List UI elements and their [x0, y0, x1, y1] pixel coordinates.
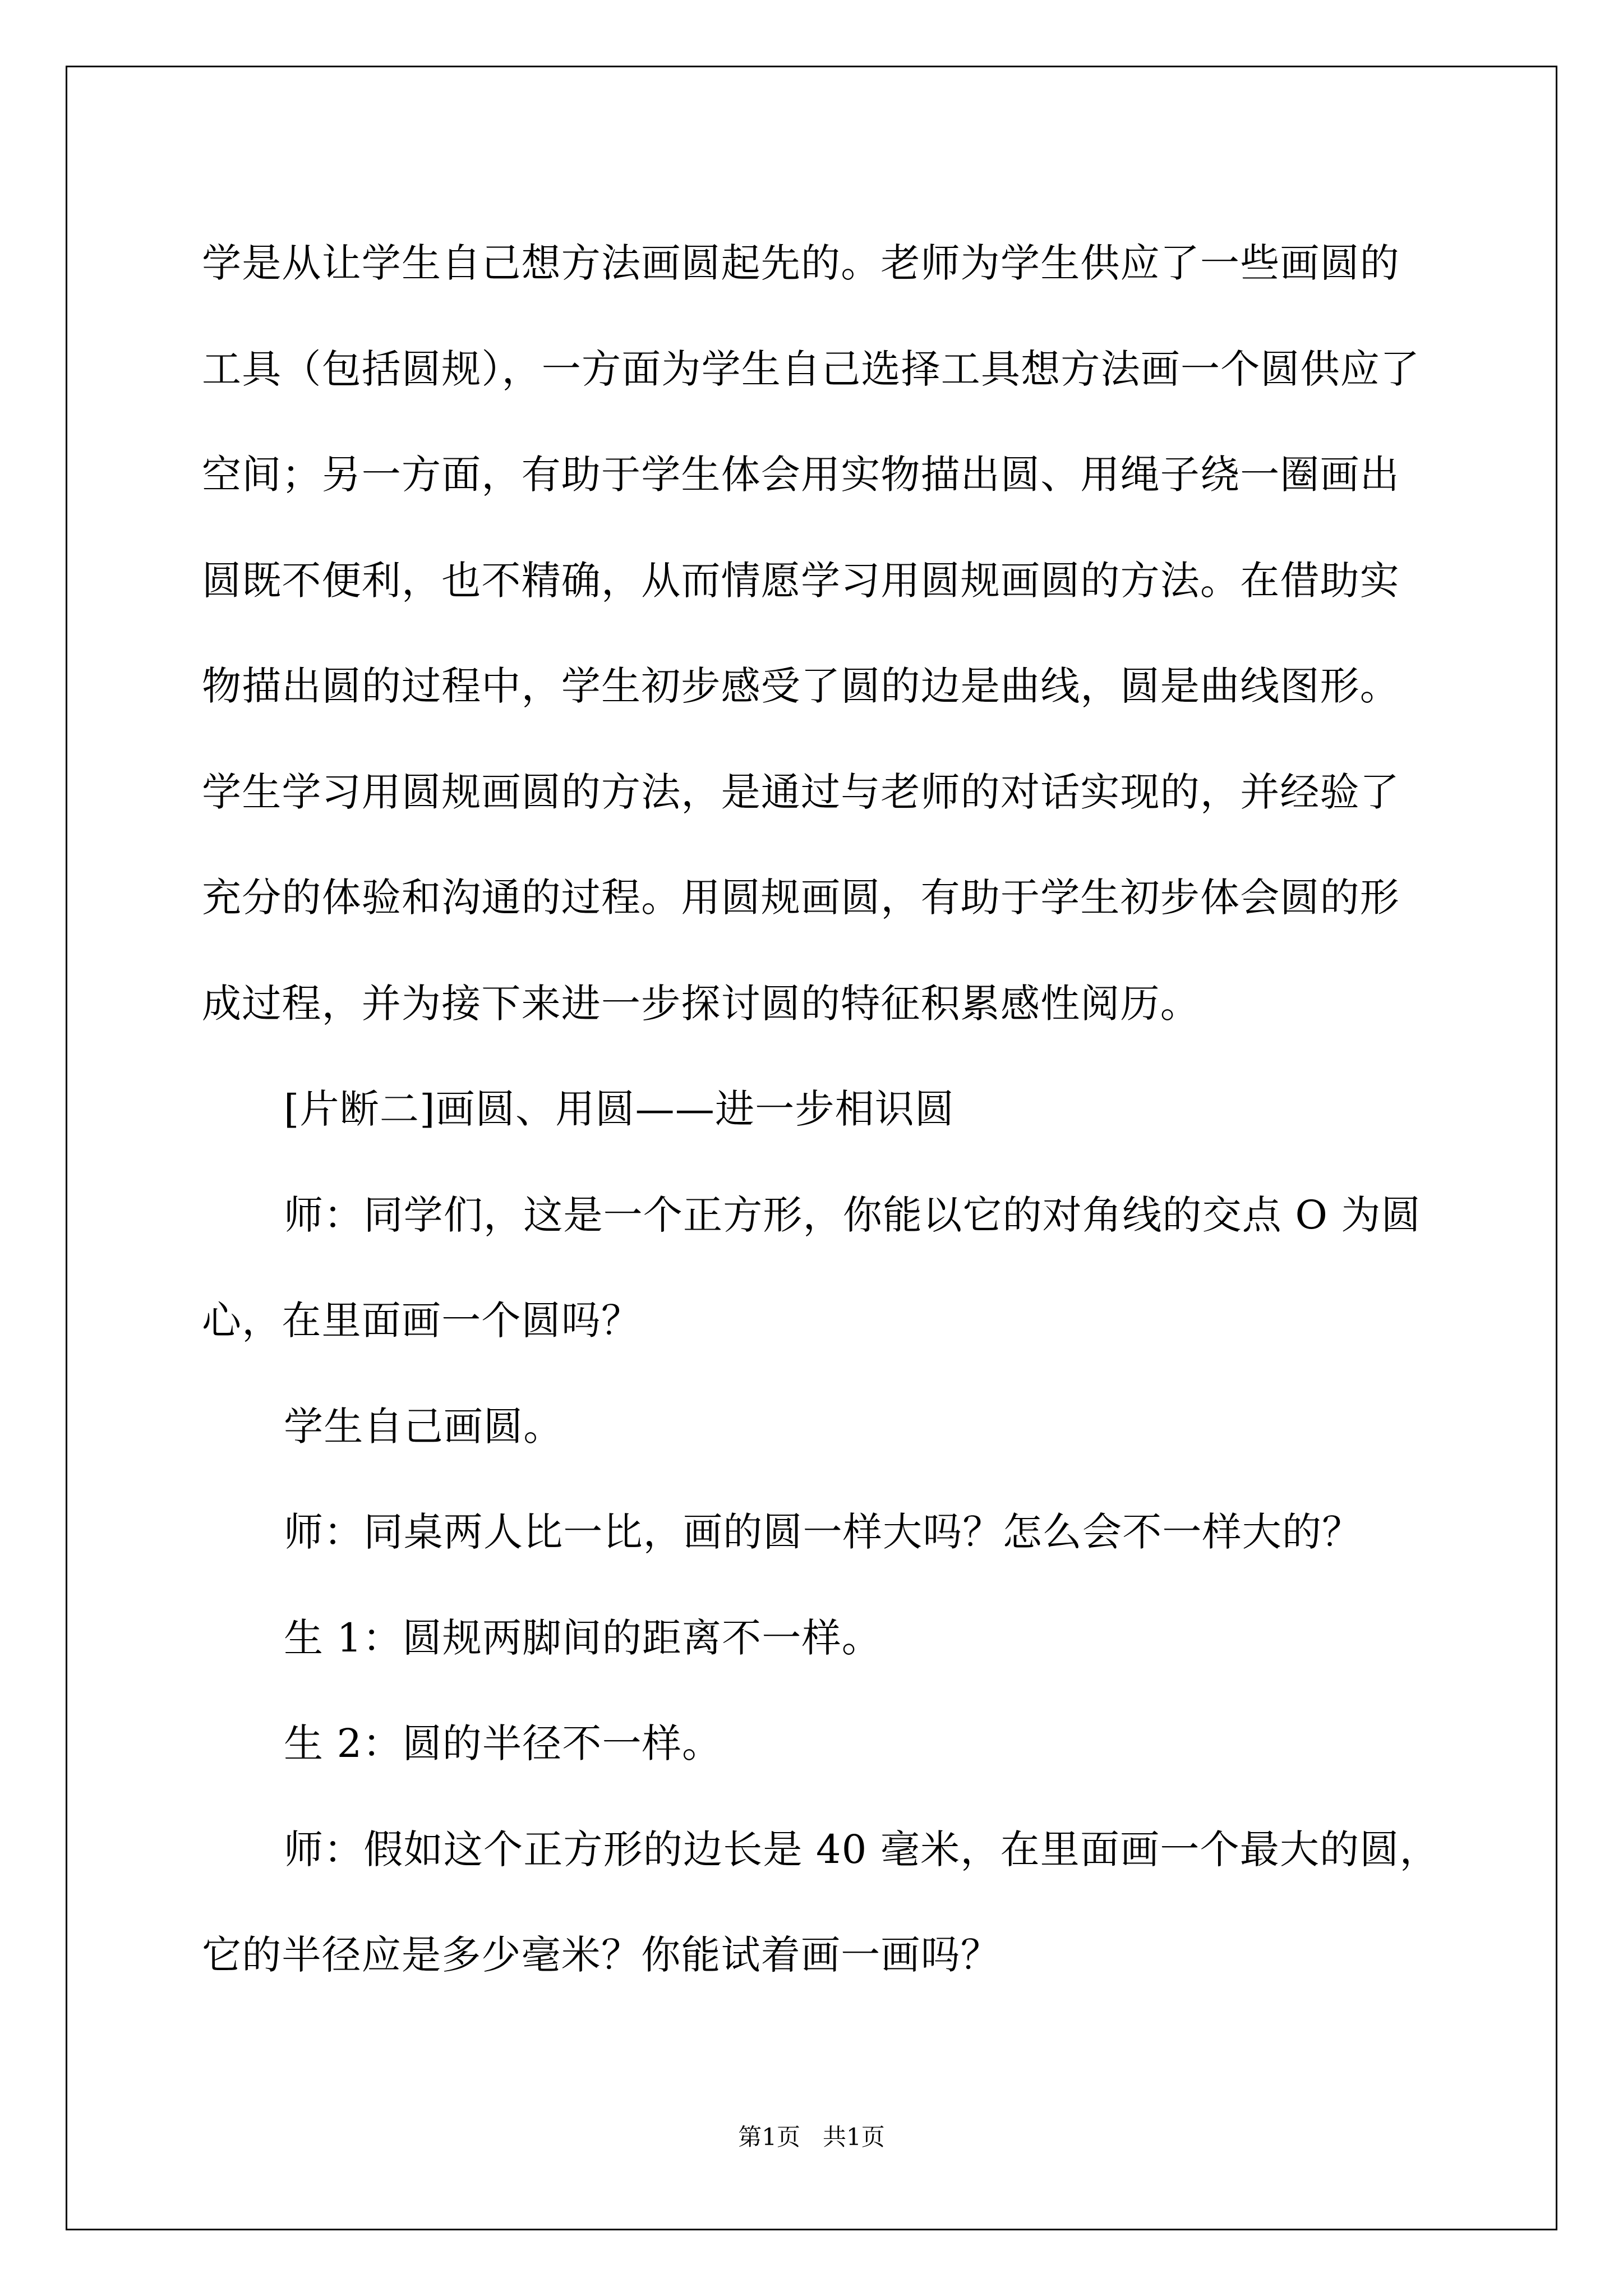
page-number: 第1页 [738, 2123, 800, 2151]
page-total: 共1页 [823, 2123, 885, 2151]
document-body [202, 210, 1469, 2008]
section-heading: [片断二]画圆、用圆——进一步相识圆 [284, 1086, 955, 1132]
page-footer [0, 2120, 1623, 2154]
text-line-1: 学是从让学生自己想方法画圆起先的。老师为学生供应了一些画圆的 [202, 240, 1400, 286]
text-line-14: 生 1：圆规两脚间的距离不一样。 [284, 1614, 882, 1661]
text-line-11: 心，在里面画一个圆吗？ [202, 1297, 642, 1343]
text-line-10: 师：同学们，这是一个正方形，你能以它的对角线的交点 O 为圆 [284, 1191, 1421, 1238]
text-line-16: 师：假如这个正方形的边长是 40 毫米，在里面画一个最大的圆， [284, 1826, 1440, 1872]
text-line-3: 空间；另一方面，有助于学生体会用实物描出圆、用绳子绕一圈画出 [202, 452, 1400, 498]
text-line-17: 它的半径应是多少毫米？你能试着画一画吗？ [202, 1932, 1000, 1978]
text-line-6: 学生学习用圆规画圆的方法，是通过与老师的对话实现的，并经验了 [202, 769, 1400, 815]
text-line-8: 成过程，并为接下来进一步探讨圆的特征积累感性阅历。 [202, 980, 1200, 1027]
text-line-15: 生 2：圆的半径不一样。 [284, 1720, 722, 1766]
text-line-12: 学生自己画圆。 [284, 1403, 564, 1450]
text-line-13: 师：同桌两人比一比，画的圆一样大吗？怎么会不一样大的？ [284, 1509, 1362, 1555]
text-line-5: 物描出圆的过程中，学生初步感受了圆的边是曲线，圆是曲线图形。 [202, 663, 1400, 709]
text-line-4: 圆既不便利，也不精确，从而情愿学习用圆规画圆的方法。在借助实 [202, 557, 1400, 604]
text-line-2: 工具（包括圆规），一方面为学生自己选择工具想方法画一个圆供应了 [202, 346, 1421, 392]
text-line-7: 充分的体验和沟通的过程。用圆规画圆，有助于学生初步体会圆的形 [202, 875, 1400, 921]
